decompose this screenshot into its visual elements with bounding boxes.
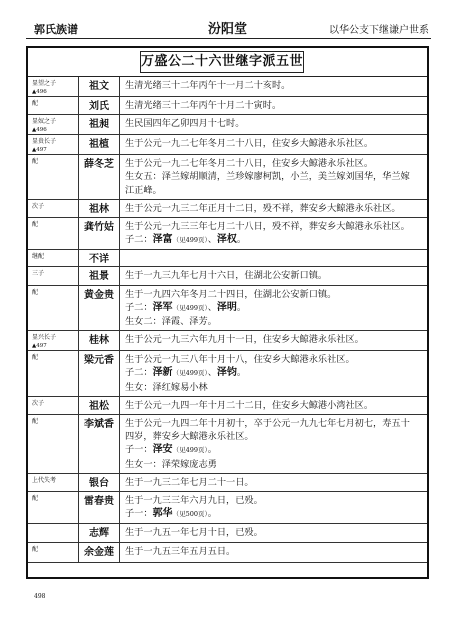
person-name: 雷春贵	[79, 492, 120, 524]
person-name: 龚竹姑	[79, 218, 120, 250]
relation-label: 次子	[32, 399, 45, 407]
relation-label: 三子	[32, 270, 45, 278]
table-row	[28, 267, 427, 285]
person-name: 桂林	[79, 331, 120, 351]
person-name: 薛冬芝	[79, 155, 120, 200]
relation-label: 继配	[32, 253, 45, 261]
relation-label: 配	[32, 495, 39, 503]
details-cell	[120, 492, 428, 524]
details-cell	[120, 155, 428, 200]
page-reference: ▲496	[32, 89, 47, 95]
child-name: 泽明	[216, 301, 237, 313]
details-cell	[120, 135, 428, 155]
person-name: 祖植	[79, 135, 120, 155]
table-row	[28, 199, 427, 217]
relation-cell	[28, 97, 79, 115]
relation-cell	[28, 285, 79, 331]
relation-label: 配	[32, 100, 39, 107]
detail-line: 生于公元一九三三年七月二十八日，殁不祥，葬安乡大鲸港永乐社区。	[125, 221, 410, 233]
detail-line: 生于一九五三年五月五日。	[125, 545, 236, 557]
relation-cell	[28, 351, 79, 397]
relation-label: 显兴长子	[32, 334, 57, 342]
person-name: 祖文	[79, 77, 120, 97]
table-row	[28, 250, 427, 267]
separator: 。	[236, 234, 247, 246]
table-row	[28, 218, 427, 250]
person-name: 银台	[79, 473, 120, 491]
person-name: 祖景	[79, 267, 120, 285]
details-cell	[120, 524, 428, 542]
details-cell	[120, 267, 428, 285]
children-label: 子一：	[125, 444, 153, 456]
page-reference: ▲497	[32, 147, 47, 154]
relation-cell	[28, 415, 79, 474]
detail-line: 生女：泽红嫁易小林	[125, 381, 208, 393]
person-name: 黄金贵	[79, 285, 120, 331]
detail-line: 生于一九五一年七月十日，已殁。	[125, 527, 263, 539]
child-name: 泽军	[152, 301, 173, 313]
relation-cell	[28, 524, 79, 542]
child-name: 泽钧	[216, 367, 237, 379]
detail-line: 生于公元一九四一年十月二十二日，住安乡大鲸港小湾社区。	[125, 399, 374, 411]
separator: 、	[207, 301, 217, 313]
relation-cell	[28, 542, 79, 562]
relation-label: 配	[32, 158, 39, 166]
relation-cell	[28, 199, 79, 217]
child-name: 泽权	[216, 234, 237, 246]
person-name: 李斌香	[79, 415, 120, 474]
relation-label: 配	[32, 221, 39, 229]
detail-line: 生于公元一九三八年十月十八，住安乡大鲸港永乐社区。	[125, 354, 355, 366]
child-page-ref: （见500页）	[172, 510, 208, 519]
relation-cell	[28, 331, 79, 351]
header-center-title: 汾阳堂	[207, 22, 247, 37]
relation-cell	[28, 135, 79, 155]
details-cell	[120, 351, 428, 397]
relation-label: 显望之子	[32, 80, 57, 87]
child-name: 泽新	[152, 367, 173, 379]
genealogy-frame	[26, 46, 429, 579]
person-name: 祖林	[79, 199, 120, 217]
detail-line: 生于公元一九四二年十月初十，卒于公元一九九七年七月初七，寿五十	[125, 418, 410, 430]
child-name: 泽安	[152, 444, 173, 456]
details-cell	[120, 396, 428, 414]
relation-label: 上代失考	[32, 476, 57, 484]
table-row	[28, 155, 427, 200]
person-name: 不详	[79, 250, 120, 267]
details-cell	[120, 250, 428, 267]
relation-cell	[28, 155, 79, 200]
table-row	[28, 415, 427, 474]
details-cell	[120, 542, 428, 562]
details-cell	[120, 331, 428, 351]
detail-line: 生于公元一九三二年正月十二日，殁不祥，葬安乡大鲸港永乐社区。	[125, 202, 401, 214]
section-title-row	[28, 48, 427, 77]
relation-label: 配	[32, 354, 39, 362]
table-row	[28, 115, 427, 135]
detail-line: 生女一：泽荣嫁庞志勇	[125, 458, 217, 470]
detail-line	[125, 233, 424, 247]
section-title: 万盛公二十六世继字派五世	[140, 51, 304, 73]
relation-cell	[28, 396, 79, 414]
table-row	[28, 97, 427, 115]
relation-label: 次子	[32, 202, 45, 210]
detail-line: 生于公元一九二七年冬月二十八日，住安乡大鲸港永乐社区。	[125, 158, 374, 170]
table-row	[28, 331, 427, 351]
children-label: 子二：	[125, 367, 153, 379]
person-name: 梁元香	[79, 351, 120, 397]
separator: 、	[207, 234, 217, 246]
relation-label: 显贵长子	[32, 138, 57, 146]
relation-cell	[28, 115, 79, 135]
relation-label: 配	[32, 545, 39, 553]
relation-label: 配	[32, 288, 39, 296]
separator: 。	[236, 301, 247, 313]
detail-line: 生于公元一九二七年冬月二十八日，住安乡大鲸港永乐社区。	[125, 138, 374, 150]
table-row	[28, 524, 427, 542]
header-left-title: 郭氏族谱	[34, 23, 78, 36]
child-page-ref: （见499页）	[172, 446, 208, 455]
detail-line: 江正峰。	[125, 184, 162, 196]
detail-line: 生民国四年乙卯四月十七时。	[125, 118, 245, 130]
person-name: 志辉	[79, 524, 120, 542]
details-cell	[120, 415, 428, 474]
child-name: 泽富	[152, 234, 173, 246]
child-page-ref: （见499页）	[172, 303, 208, 312]
separator: 。	[236, 367, 247, 379]
detail-line: 生于公元一九三六年九月十一日，住安乡大鲸港永乐社区。	[125, 334, 364, 346]
separator: 、	[207, 367, 217, 379]
detail-line: 生清光绪三十二年丙午十一月二十亥时。	[125, 80, 291, 91]
detail-line: 生于一九四六年冬月二十四日，住湖北公安新口镇。	[125, 288, 337, 300]
relation-cell	[28, 77, 79, 97]
header-right-title: 以华公支下继谦户世系	[329, 25, 429, 36]
relation-label: 配	[32, 418, 39, 426]
child-name: 郭华	[152, 508, 173, 520]
detail-line	[125, 366, 424, 380]
table-row	[28, 492, 427, 524]
details-cell	[120, 218, 428, 250]
relation-cell	[28, 492, 79, 524]
relation-cell	[28, 473, 79, 491]
detail-line: 生清光绪三十二年丙午十月二十寅时。	[125, 100, 282, 111]
children-label: 子一：	[125, 508, 153, 520]
page-reference: ▲496	[32, 127, 47, 134]
header-divider	[26, 38, 431, 39]
table-row	[28, 396, 427, 414]
page-header	[0, 0, 455, 46]
child-page-ref: （见499页）	[172, 236, 208, 245]
table-row	[28, 473, 427, 491]
relation-label: 显奴之子	[32, 118, 57, 126]
table-row	[28, 135, 427, 155]
detail-line	[125, 507, 424, 521]
table-row	[28, 285, 427, 331]
genealogy-table	[28, 77, 427, 563]
details-cell	[120, 285, 428, 331]
detail-line: 生女二：泽霞、泽芳。	[125, 316, 217, 328]
table-row	[28, 77, 427, 97]
detail-line: 生女五：泽兰嫁胡顺清，兰珍嫁廖柯凯，小兰，美兰嫁刘国华，华兰嫁	[125, 171, 410, 183]
child-page-ref: （见499页）	[172, 369, 208, 378]
details-cell	[120, 199, 428, 217]
relation-cell	[28, 218, 79, 250]
detail-line: 生于一九三三年六月九日，已殁。	[125, 495, 263, 507]
detail-line: 生于一九三二年七月二十一日。	[125, 476, 254, 488]
details-cell	[120, 77, 428, 97]
children-label: 子二：	[125, 301, 153, 313]
relation-cell	[28, 250, 79, 267]
person-name: 余金莲	[79, 542, 120, 562]
page-reference: ▲497	[32, 343, 47, 350]
person-name: 祖昶	[79, 115, 120, 135]
separator: 。	[207, 444, 217, 456]
children-label: 子二：	[125, 234, 153, 246]
detail-line: 四岁，葬安乡大鲸港永乐社区。	[125, 431, 254, 443]
table-row	[28, 542, 427, 562]
details-cell	[120, 473, 428, 491]
detail-line	[125, 443, 424, 457]
relation-cell	[28, 267, 79, 285]
detail-line: 生于一九三九年七月十六日，住湖北公安新口镇。	[125, 270, 328, 282]
page-number: 498	[34, 593, 46, 600]
table-row	[28, 351, 427, 397]
details-cell	[120, 115, 428, 135]
details-cell	[120, 97, 428, 115]
separator: 。	[207, 508, 217, 520]
person-name: 刘氏	[79, 97, 120, 115]
detail-line	[125, 301, 424, 315]
person-name: 祖松	[79, 396, 120, 414]
